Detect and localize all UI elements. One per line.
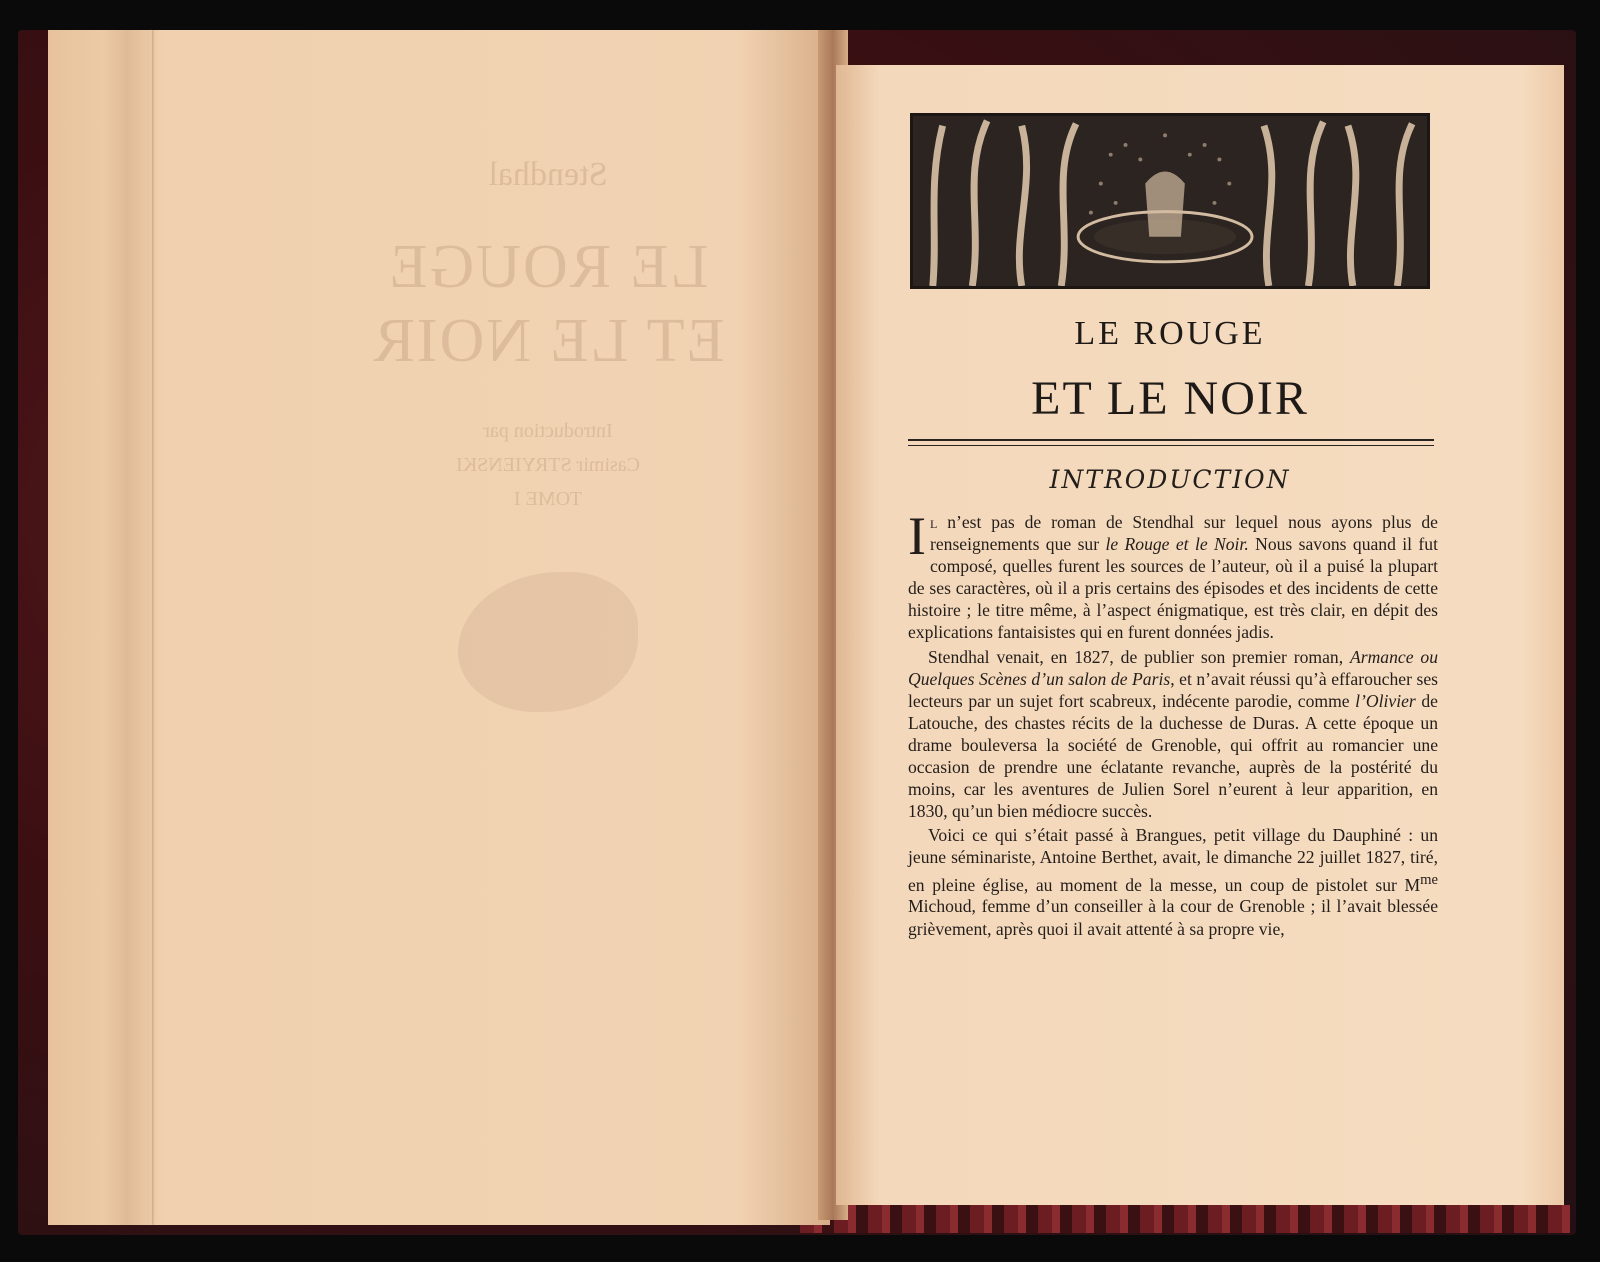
woodcut-illustration xyxy=(910,113,1430,289)
paragraph-1: Il n’est pas de roman de Stendhal sur lequel nous ayons plus de renseignements que sur le Rouge et le Noir. Nous savons quand il fut composé, quelles furent les sources de l’auteur, où il a puisé la plupart de ses caractères, où il a pris certains des épisodes et des incidents de cette histoire ; le titre même, à l’aspect énigmatique, est très clair, en dépit des explications fantaisistes qui en furent données jadis. xyxy=(908,506,1438,643)
woodcut-forest-fountain xyxy=(913,116,1427,286)
deckle-edge xyxy=(148,30,152,1225)
page-fold-shadow xyxy=(103,30,163,1225)
bleed-through-text xyxy=(288,150,808,712)
ghost-title: LE ROUGE ET LE NOIR xyxy=(371,233,725,375)
book-title-line-2: ET LE NOIR xyxy=(1031,372,1309,425)
drop-cap: I xyxy=(908,506,926,566)
book-title-line-1: LE ROUGE xyxy=(1074,315,1266,352)
left-page xyxy=(48,30,830,1225)
title-rule xyxy=(908,439,1434,441)
right-page xyxy=(836,65,1564,1205)
body-text xyxy=(908,506,1438,940)
ghost-author: Stendhal xyxy=(488,156,608,193)
marbled-cover-edge xyxy=(800,1205,1570,1233)
ghost-credits: Introduction par Casimir STRYIENSKI TOME I xyxy=(456,420,640,510)
paragraph-3: Voici ce qui s’était passé à Brangues, petit village du Dauphiné : un jeune séminariste, Antoine Berthet, avait, le dimanche 22 juillet 1827, tiré, en pleine église, au moment de la messe, un coup de pistolet sur $M^{me}$ Michoud, femme d’un conseiller à la cour de Grenoble ; il l’avait blessée grièvement, après quoi il avait attenté à sa propre vie, xyxy=(908,825,1438,939)
section-heading: INTRODUCTION xyxy=(1049,465,1291,494)
title-rule-thin xyxy=(908,445,1434,446)
ghost-vignette xyxy=(458,572,638,712)
paragraph-2: Stendhal venait, en 1827, de publier son premier roman, Armance ou Quelques Scènes d’un salon de Paris, et n’avait réussi qu’à effaroucher ses lecteurs par un sujet fort scabreux, indécente parodie, comme l’Olivier de Latouche, des chastes récits de la duchesse de Duras. A cette époque un drame bouleversa la société de Grenoble, qui offrit au romancier une occasion de prendre une éclatante revanche, auprès de la postérité du moins, car les aventures de Julien Sorel n’eurent à leur apparition, en 1830, qu’un bien médiocre succès. xyxy=(908,646,1438,822)
